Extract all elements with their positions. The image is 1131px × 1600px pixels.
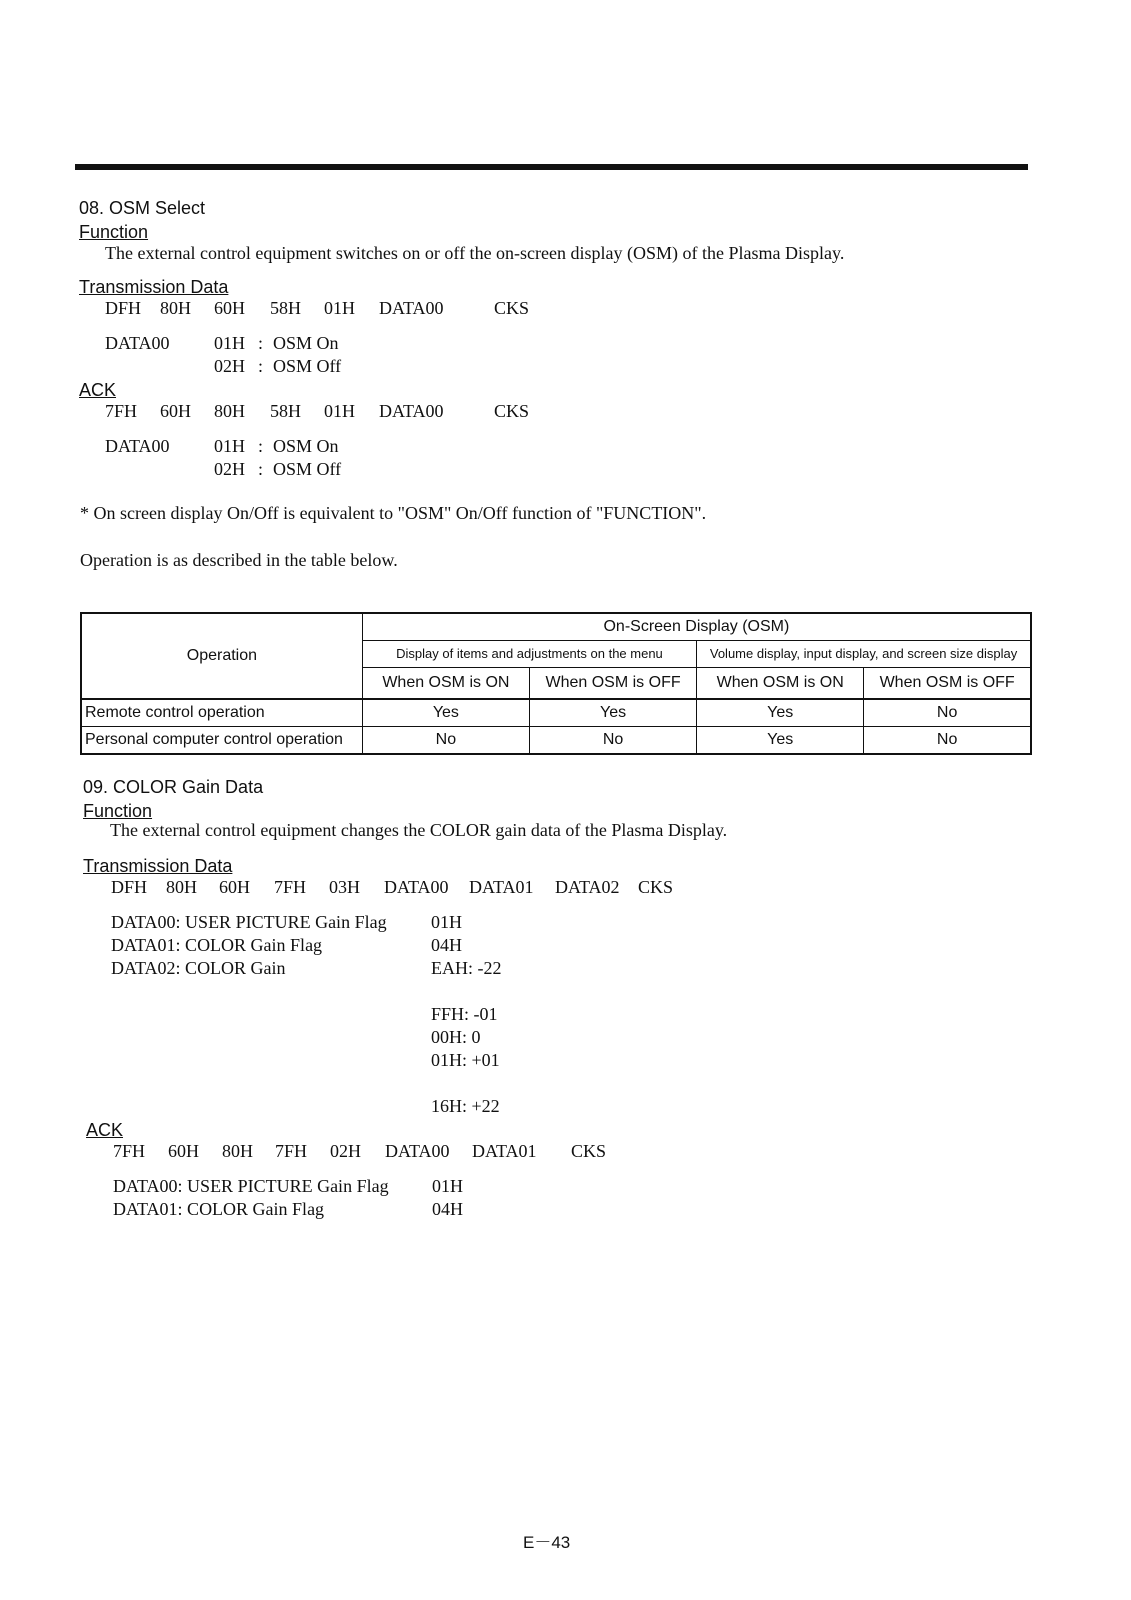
option-desc: OSM On bbox=[273, 333, 339, 353]
table-subheader: When OSM is OFF bbox=[864, 667, 1031, 699]
table-group-volume: Volume display, input display, and screen size display bbox=[697, 640, 1031, 667]
byte: DATA01 bbox=[472, 1141, 537, 1161]
section-08-title: 08. OSM Select bbox=[79, 198, 206, 218]
option-code: 01H bbox=[214, 436, 245, 456]
table-cell: Yes bbox=[529, 699, 696, 727]
byte: 58H bbox=[270, 298, 301, 318]
table-cell: No bbox=[362, 727, 529, 755]
table-subheader: When OSM is ON bbox=[697, 667, 864, 699]
byte: 7FH bbox=[275, 1141, 308, 1161]
section-08-transmission-heading: Transmission Data bbox=[79, 277, 229, 297]
row-label: Personal computer control operation bbox=[81, 727, 362, 755]
section-08-note: * On screen display On/Off is equivalent to "OSM" On/Off function of "FUNCTION". bbox=[80, 503, 707, 523]
byte: DATA00 bbox=[379, 298, 444, 318]
page-number: E－43 bbox=[523, 1533, 571, 1552]
byte: 80H bbox=[166, 877, 197, 897]
byte: CKS bbox=[494, 298, 530, 318]
table-cell: No bbox=[529, 727, 696, 755]
byte: 60H bbox=[219, 877, 250, 897]
byte: 60H bbox=[160, 401, 191, 421]
data-field-name: DATA01: COLOR Gain Flag bbox=[111, 935, 323, 955]
gain-value: 01H: +01 bbox=[431, 1050, 500, 1070]
table-subheader: When OSM is OFF bbox=[529, 667, 696, 699]
byte: CKS bbox=[638, 877, 674, 897]
byte: CKS bbox=[494, 401, 530, 421]
data-field-name: DATA00: USER PICTURE Gain Flag bbox=[111, 912, 387, 932]
option-separator: : bbox=[258, 333, 264, 353]
byte: 58H bbox=[270, 401, 301, 421]
byte: 7FH bbox=[113, 1141, 146, 1161]
byte: 02H bbox=[330, 1141, 361, 1161]
gain-value: 00H: 0 bbox=[431, 1027, 481, 1047]
section-09-title: 09. COLOR Gain Data bbox=[83, 777, 264, 797]
section-08-table-intro: Operation is as described in the table below. bbox=[80, 550, 398, 570]
data-field-name: DATA00 bbox=[105, 436, 170, 456]
data-field-name: DATA00: USER PICTURE Gain Flag bbox=[113, 1176, 389, 1196]
section-09-ack-heading: ACK bbox=[86, 1120, 124, 1140]
table-row bbox=[81, 699, 1031, 727]
option-desc: OSM Off bbox=[273, 459, 342, 479]
byte: 7FH bbox=[274, 877, 307, 897]
byte: DFH bbox=[105, 298, 142, 318]
data-field-value: EAH: -22 bbox=[431, 958, 502, 978]
byte: DATA00 bbox=[379, 401, 444, 421]
option-code: 02H bbox=[214, 356, 245, 376]
byte: 03H bbox=[329, 877, 360, 897]
byte: 7FH bbox=[105, 401, 138, 421]
table-header-osm: On-Screen Display (OSM) bbox=[362, 613, 1031, 640]
byte: DATA01 bbox=[469, 877, 534, 897]
table-cell: No bbox=[864, 727, 1031, 755]
data-field-value: 04H bbox=[431, 935, 462, 955]
row-label: Remote control operation bbox=[81, 699, 362, 727]
option-desc: OSM Off bbox=[273, 356, 342, 376]
osm-operation-table bbox=[80, 612, 1032, 755]
data-field-name: DATA00 bbox=[105, 333, 170, 353]
table-cell: Yes bbox=[697, 727, 864, 755]
byte: DATA00 bbox=[384, 877, 449, 897]
table-row bbox=[81, 727, 1031, 755]
table-group-menu: Display of items and adjustments on the menu bbox=[362, 640, 696, 667]
byte: 60H bbox=[214, 298, 245, 318]
table-cell: Yes bbox=[362, 699, 529, 727]
table-cell: Yes bbox=[697, 699, 864, 727]
byte: 80H bbox=[160, 298, 191, 318]
section-08-ack-heading: ACK bbox=[79, 380, 117, 400]
data-field-value: 04H bbox=[432, 1199, 463, 1219]
option-separator: : bbox=[258, 356, 264, 376]
byte: 80H bbox=[214, 401, 245, 421]
byte: CKS bbox=[571, 1141, 607, 1161]
option-desc: OSM On bbox=[273, 436, 339, 456]
gain-value: 16H: +22 bbox=[431, 1096, 500, 1116]
top-rule bbox=[75, 164, 1028, 170]
byte: 80H bbox=[222, 1141, 253, 1161]
option-separator: : bbox=[258, 459, 264, 479]
section-09-function-heading: Function bbox=[83, 801, 153, 821]
option-code: 02H bbox=[214, 459, 245, 479]
byte: 01H bbox=[324, 401, 355, 421]
data-field-name: DATA02: COLOR Gain bbox=[111, 958, 286, 978]
section-09-transmission-heading: Transmission Data bbox=[83, 856, 233, 876]
section-09-function-text: The external control equipment changes the COLOR gain data of the Plasma Display. bbox=[110, 820, 728, 840]
byte: DFH bbox=[111, 877, 148, 897]
data-field-name: DATA01: COLOR Gain Flag bbox=[113, 1199, 325, 1219]
option-separator: : bbox=[258, 436, 264, 456]
data-field-value: 01H bbox=[432, 1176, 463, 1196]
byte: DATA02 bbox=[555, 877, 620, 897]
byte: 60H bbox=[168, 1141, 199, 1161]
option-code: 01H bbox=[214, 333, 245, 353]
table-cell: No bbox=[864, 699, 1031, 727]
table-header-operation: Operation bbox=[81, 613, 362, 699]
section-08-function-text: The external control equipment switches on or off the on-screen display (OSM) of the Plasma Display. bbox=[105, 243, 845, 263]
byte: DATA00 bbox=[385, 1141, 450, 1161]
table-subheader: When OSM is ON bbox=[362, 667, 529, 699]
section-08-function-heading: Function bbox=[79, 222, 149, 242]
gain-value: FFH: -01 bbox=[431, 1004, 498, 1024]
data-field-value: 01H bbox=[431, 912, 462, 932]
byte: 01H bbox=[324, 298, 355, 318]
